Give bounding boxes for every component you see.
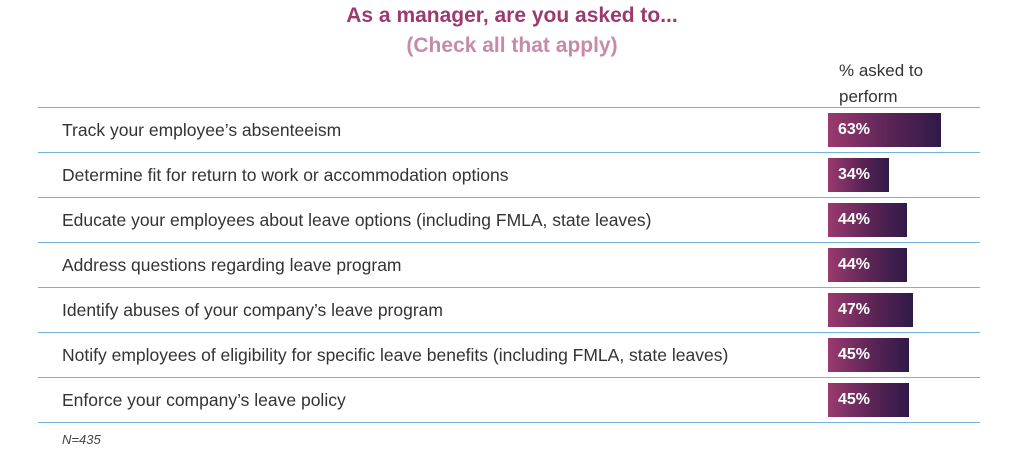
bar-value-label: 44%	[838, 211, 871, 228]
bar-value-label: 44%	[838, 256, 871, 273]
row-label: Educate your employees about leave options (including FMLA, state leaves)	[62, 210, 652, 230]
table-row	[38, 288, 980, 333]
bar-value-label: 45%	[838, 346, 871, 363]
row-label: Enforce your company’s leave policy	[62, 390, 346, 410]
table-row	[38, 153, 980, 198]
column-header	[839, 58, 949, 110]
sample-size-note: N=435	[62, 432, 101, 447]
bar-value-label: 47%	[838, 301, 871, 318]
bar-value-label: 34%	[838, 166, 871, 183]
bar	[828, 383, 909, 417]
chart-title: As a manager, are you asked to...	[346, 4, 678, 27]
bar-value-label: 63%	[838, 121, 871, 138]
table-row	[38, 243, 980, 288]
row-label: Identify abuses of your company’s leave program	[62, 300, 443, 320]
table-row	[38, 333, 980, 378]
chart-table	[38, 107, 980, 423]
chart-subtitle: (Check all that apply)	[406, 34, 618, 57]
table-row	[38, 378, 980, 423]
column-header-line-2: perform	[839, 87, 898, 106]
row-label: Determine fit for return to work or accommodation options	[62, 165, 509, 185]
bar	[828, 113, 941, 147]
row-label: Address questions regarding leave program	[62, 255, 402, 275]
bar	[828, 203, 907, 237]
bar-value-label: 45%	[838, 391, 871, 408]
row-label: Track your employee’s absenteeism	[62, 120, 342, 140]
row-label: Notify employees of eligibility for specific leave benefits (including FMLA, state leaves)	[62, 345, 729, 365]
bar	[828, 158, 889, 192]
bar	[828, 248, 907, 282]
bar	[828, 338, 909, 372]
bar	[828, 293, 913, 327]
table-row	[38, 108, 980, 153]
table-row	[38, 198, 980, 243]
column-header-line-1: % asked to	[839, 61, 924, 80]
